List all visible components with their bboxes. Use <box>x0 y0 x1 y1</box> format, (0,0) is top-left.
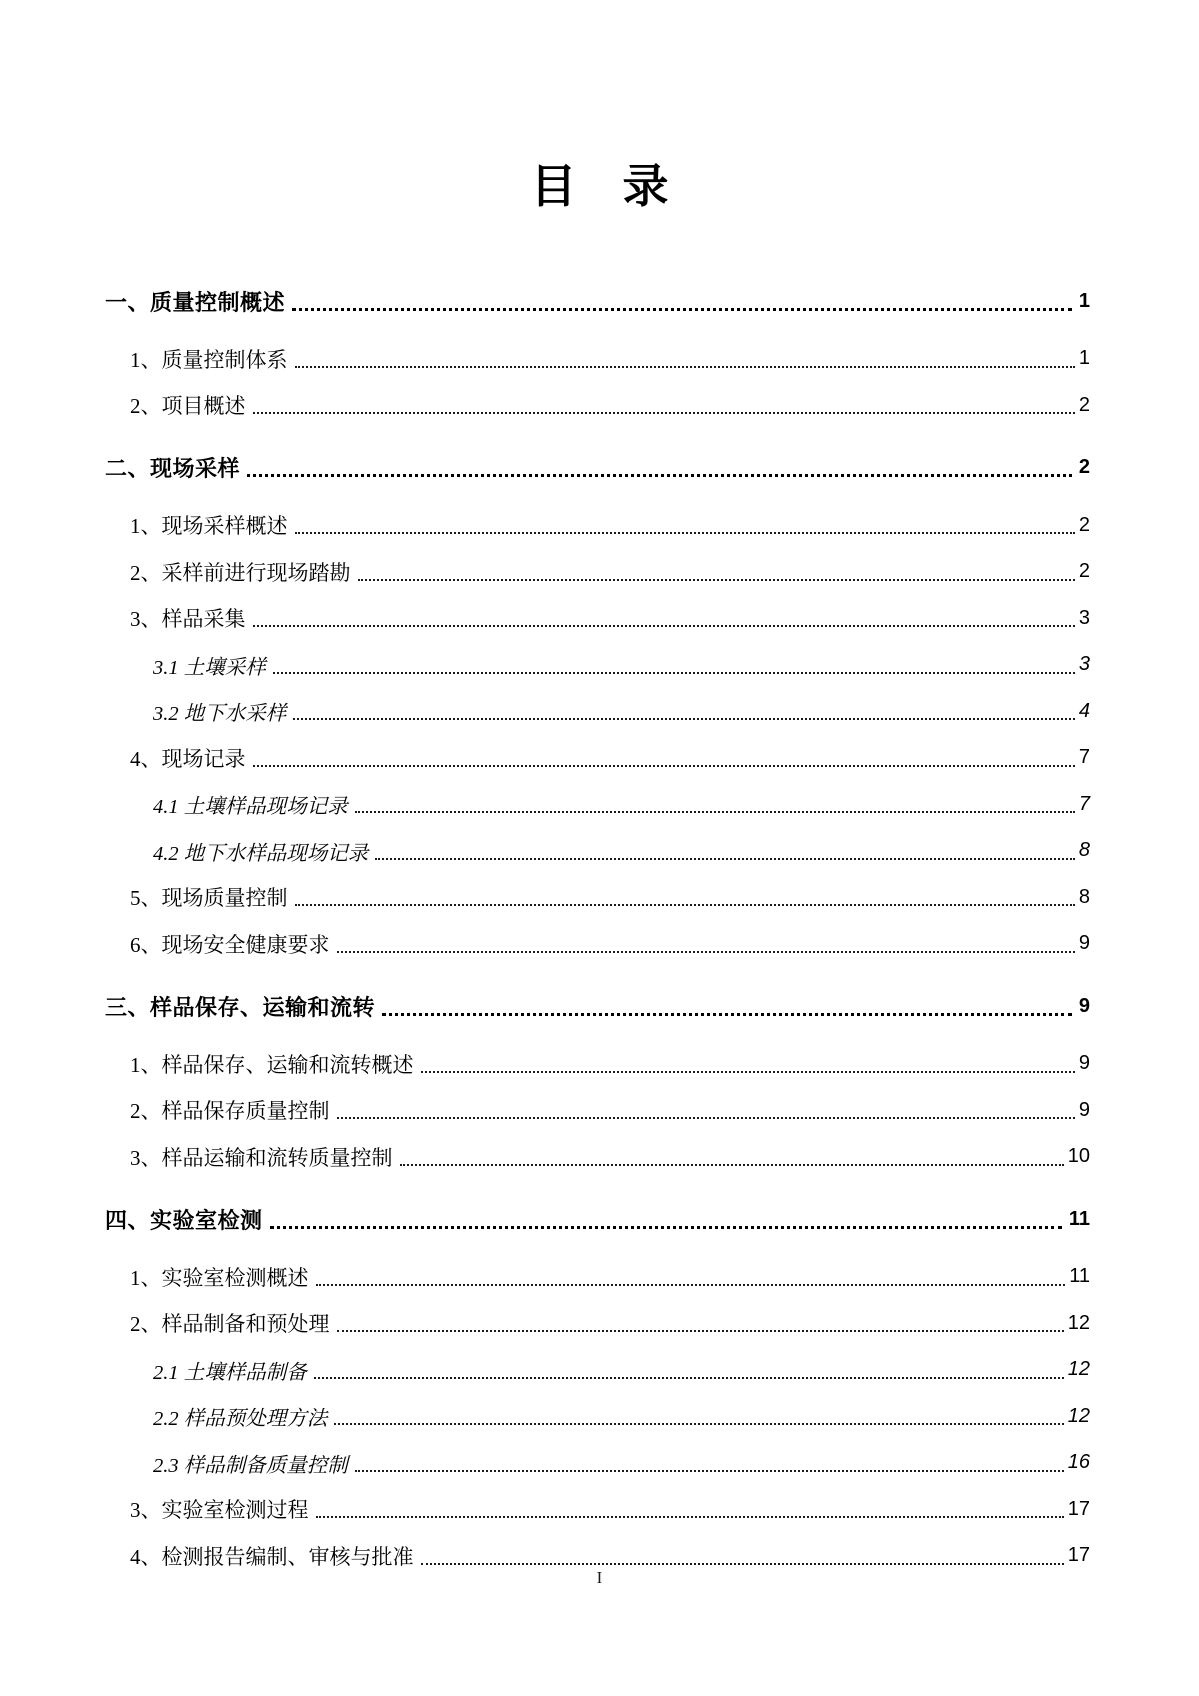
toc-entry[interactable] <box>105 1134 1090 1181</box>
toc-entry[interactable] <box>105 382 1090 429</box>
toc-entry-label: 4、检测报告编制、审核与批准 <box>130 1544 414 1569</box>
toc-entry-label: 一、质量控制概述 <box>105 289 286 315</box>
toc-entry-label: 4.1 土壤样品现场记录 <box>153 796 348 819</box>
toc-entry[interactable] <box>105 549 1090 596</box>
toc-entry-page-number: 2 <box>1078 456 1090 479</box>
dot-leader <box>375 858 1075 860</box>
page-title: 目 录 <box>530 161 669 212</box>
toc-entry-label: 三、样品保存、运输和流转 <box>105 994 376 1020</box>
toc-entry-label: 3.1 土壤采样 <box>153 656 266 679</box>
dot-leader <box>337 951 1075 953</box>
toc-entry[interactable] <box>105 781 1090 828</box>
toc-entry-label: 2、样品制备和预处理 <box>130 1312 330 1337</box>
toc-entry[interactable] <box>105 983 1090 1030</box>
dot-leader <box>337 1117 1075 1119</box>
toc-entry-page-number: 12 <box>1067 1311 1090 1334</box>
dot-leader <box>273 672 1075 674</box>
toc-entry[interactable] <box>105 1087 1090 1134</box>
toc-entry-page-number: 1 <box>1078 289 1090 312</box>
dot-leader <box>247 474 1072 477</box>
toc-entry[interactable] <box>105 278 1090 325</box>
dot-leader <box>421 1563 1064 1565</box>
toc-entry-label: 4、现场记录 <box>130 746 246 771</box>
toc-entry-page-number: 9 <box>1078 1052 1090 1075</box>
toc-entry-page-number: 11 <box>1069 1265 1090 1288</box>
toc-entry[interactable] <box>105 1254 1090 1301</box>
dot-leader <box>295 366 1075 368</box>
toc-entry[interactable] <box>105 735 1090 782</box>
toc-entry[interactable] <box>105 445 1090 492</box>
toc-entry-page-number: 7 <box>1078 792 1090 815</box>
toc-entry-page-number: 3 <box>1078 653 1090 676</box>
dot-leader <box>253 765 1075 767</box>
dot-leader <box>358 579 1075 581</box>
toc-entry-label: 2、项目概述 <box>130 394 246 419</box>
toc-entry-page-number: 9 <box>1078 932 1090 955</box>
toc-entry-page-number: 7 <box>1078 746 1090 769</box>
dot-leader <box>337 1330 1064 1332</box>
dot-leader <box>314 1377 1064 1379</box>
toc-entry[interactable] <box>105 1300 1090 1347</box>
toc-entry-page-number: 8 <box>1078 839 1090 862</box>
dot-leader <box>253 625 1075 627</box>
toc-entry-label: 3、样品运输和流转质量控制 <box>130 1145 393 1170</box>
toc-entry-label: 1、现场采样概述 <box>130 514 288 539</box>
toc-entry-page-number: 8 <box>1078 885 1090 908</box>
toc-entry-page-number: 1 <box>1078 347 1090 370</box>
toc-entry[interactable] <box>105 1486 1090 1533</box>
dot-leader <box>382 1013 1072 1016</box>
toc-entry-page-number: 10 <box>1067 1145 1090 1168</box>
toc-entry[interactable] <box>105 502 1090 549</box>
dot-leader <box>253 412 1075 414</box>
toc-entry-page-number: 16 <box>1067 1451 1090 1474</box>
toc-entry[interactable] <box>105 828 1090 875</box>
toc-entry-label: 2.2 样品预处理方法 <box>153 1408 328 1431</box>
toc-entry-label: 1、样品保存、运输和流转概述 <box>130 1052 414 1077</box>
dot-leader <box>334 1423 1064 1425</box>
toc-entry-label: 四、实验室检测 <box>105 1207 263 1233</box>
toc-entry-label: 3、样品采集 <box>130 607 246 632</box>
toc-entry[interactable] <box>105 1393 1090 1440</box>
toc-entry[interactable] <box>105 595 1090 642</box>
toc-entry[interactable] <box>105 688 1090 735</box>
dot-leader <box>400 1164 1064 1166</box>
toc-entry-label: 1、质量控制体系 <box>130 347 288 372</box>
toc-entry-page-number: 9 <box>1078 1098 1090 1121</box>
dot-leader <box>421 1071 1075 1073</box>
toc-entry-label: 二、现场采样 <box>105 456 241 482</box>
dot-leader <box>355 811 1075 813</box>
dot-leader <box>295 904 1075 906</box>
toc-entry-label: 2.3 样品制备质量控制 <box>153 1454 348 1477</box>
toc-entry-page-number: 2 <box>1078 393 1090 416</box>
dot-leader <box>316 1284 1066 1286</box>
dot-leader <box>293 718 1075 720</box>
toc-entry-page-number: 9 <box>1078 994 1090 1017</box>
toc-entry-page-number: 17 <box>1067 1544 1090 1567</box>
toc-entry-label: 1、实验室检测概述 <box>130 1265 309 1290</box>
toc-entry-label: 6、现场安全健康要求 <box>130 932 330 957</box>
dot-leader <box>316 1516 1064 1518</box>
dot-leader <box>270 1226 1062 1229</box>
toc-entry-page-number: 4 <box>1078 699 1090 722</box>
toc-entry[interactable] <box>105 1440 1090 1487</box>
page-footer <box>0 1568 1199 1588</box>
table-of-contents <box>105 262 1090 1579</box>
toc-entry-page-number: 12 <box>1067 1358 1090 1381</box>
toc-entry-page-number: 2 <box>1078 560 1090 583</box>
dot-leader <box>292 308 1072 311</box>
toc-entry-label: 2、样品保存质量控制 <box>130 1099 330 1124</box>
footer-page-number: I <box>596 1568 603 1587</box>
toc-entry[interactable] <box>105 1041 1090 1088</box>
toc-entry-page-number: 3 <box>1078 606 1090 629</box>
dot-leader <box>355 1470 1064 1472</box>
toc-entry-label: 4.2 地下水样品现场记录 <box>153 842 369 865</box>
dot-leader <box>295 532 1075 534</box>
toc-entry-label: 3、实验室检测过程 <box>130 1498 309 1523</box>
toc-entry-page-number: 17 <box>1067 1497 1090 1520</box>
toc-entry[interactable] <box>105 336 1090 383</box>
toc-entry-label: 3.2 地下水采样 <box>153 703 287 726</box>
toc-entry[interactable] <box>105 642 1090 689</box>
toc-entry[interactable] <box>105 1347 1090 1394</box>
toc-entry-label: 5、现场质量控制 <box>130 886 288 911</box>
toc-entry[interactable] <box>105 874 1090 921</box>
toc-entry-page-number: 11 <box>1068 1207 1090 1230</box>
toc-entry-label: 2.1 土壤样品制备 <box>153 1361 307 1384</box>
toc-entry-page-number: 12 <box>1067 1404 1090 1427</box>
toc-entry-page-number: 2 <box>1078 513 1090 536</box>
toc-entry-label: 2、采样前进行现场踏勘 <box>130 560 351 585</box>
toc-entry[interactable] <box>105 1196 1090 1243</box>
toc-entry[interactable] <box>105 921 1090 968</box>
